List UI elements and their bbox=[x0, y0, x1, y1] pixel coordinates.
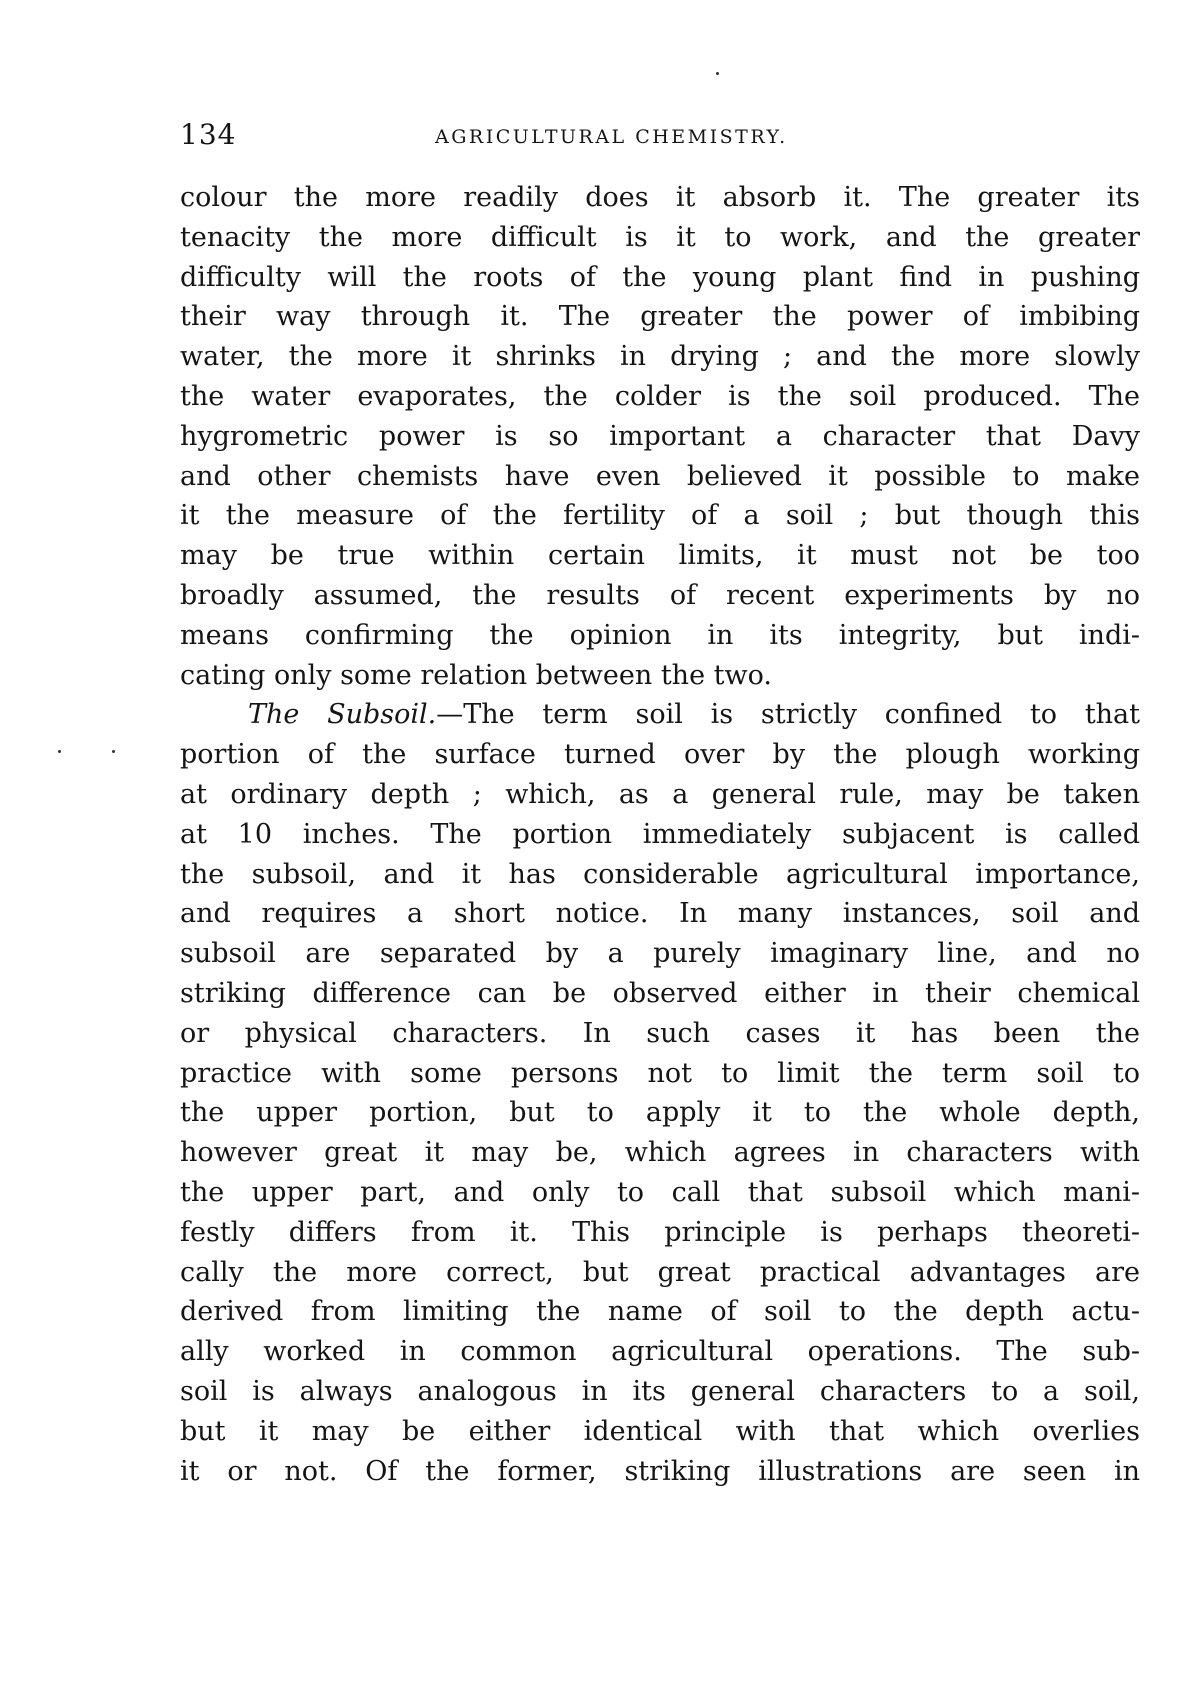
text-line: colour the more readily does it absorb it. The greater its bbox=[180, 182, 1140, 213]
text-line: soil is always analogous in its general characters to a soil, bbox=[180, 1375, 1140, 1407]
text-line: water, the more it shrinks in drying ; and the more slowly bbox=[180, 341, 1140, 373]
text-line: it the measure of the fertility of a soil ; but though this bbox=[180, 500, 1140, 532]
text-line: practice with some persons not to limit the term soil to bbox=[180, 1057, 1140, 1089]
text-line: but it may be either identical with that which overlies bbox=[180, 1415, 1140, 1447]
text-line: festly differs from it. This principle is perhaps theoreti- bbox=[180, 1216, 1140, 1248]
text-line: ally worked in common agricultural operations. The sub- bbox=[180, 1336, 1140, 1368]
text-line: the upper part, and only to call that subsoil which mani- bbox=[180, 1176, 1140, 1208]
text-line: it or not. Of the former, striking illustrations are seen in bbox=[180, 1455, 1140, 1487]
text-line: and other chemists have even believed it possible to make bbox=[180, 460, 1140, 492]
text-line: broadly assumed, the results of recent experiments by no bbox=[180, 579, 1140, 611]
text-line: subsoil are separated by a purely imaginary line, and no bbox=[180, 938, 1140, 970]
text-line: however great it may be, which agrees in characters with bbox=[180, 1137, 1140, 1169]
subsoil-paragraph-start bbox=[180, 695, 1140, 735]
text-line: the upper portion, but to apply it to the whole depth, bbox=[180, 1097, 1140, 1129]
text-line: or physical characters. In such cases it has been the bbox=[180, 1017, 1140, 1049]
text-line: at 10 inches. The portion immediately subjacent is called bbox=[180, 818, 1140, 850]
ink-speck bbox=[58, 750, 61, 753]
text-line: portion of the surface turned over by the plough working bbox=[180, 739, 1140, 771]
text-line: their way through it. The greater the power of imbibing bbox=[180, 301, 1140, 333]
text-line: means confirming the opinion in its integrity, but indi- bbox=[180, 619, 1140, 651]
text-line-rest: —The term soil is strictly confined to that bbox=[436, 699, 1140, 731]
text-line: cating only some relation between the two. bbox=[180, 659, 772, 691]
page-header bbox=[180, 118, 1140, 158]
running-head: AGRICULTURAL CHEMISTRY. bbox=[435, 126, 788, 148]
ink-speck bbox=[112, 750, 115, 753]
text-line: the water evaporates, the colder is the soil produced. The bbox=[180, 380, 1140, 412]
text-line: at ordinary depth ; which, as a general rule, may be taken bbox=[180, 778, 1140, 810]
page-number: 134 bbox=[180, 118, 237, 151]
text-line: tenacity the more difficult is it to work, and the greater bbox=[180, 221, 1140, 253]
text-line: derived from limiting the name of soil to the depth actu- bbox=[180, 1296, 1140, 1328]
text-line: difficulty will the roots of the young plant find in pushing bbox=[180, 261, 1140, 293]
text-line: cally the more correct, but great practical advantages are bbox=[180, 1256, 1140, 1288]
section-heading: The Subsoil. bbox=[248, 699, 437, 731]
text-line: may be true within certain limits, it must not be too bbox=[180, 540, 1140, 572]
text-line: the subsoil, and it has considerable agricultural importance, bbox=[180, 858, 1140, 890]
text-line: hygrometric power is so important a character that Davy bbox=[180, 420, 1140, 452]
body-text bbox=[180, 178, 1140, 1491]
text-line: striking difference can be observed either in their chemical bbox=[180, 977, 1140, 1009]
text-line: and requires a short notice. In many instances, soil and bbox=[180, 898, 1140, 930]
ink-speck bbox=[716, 72, 719, 75]
